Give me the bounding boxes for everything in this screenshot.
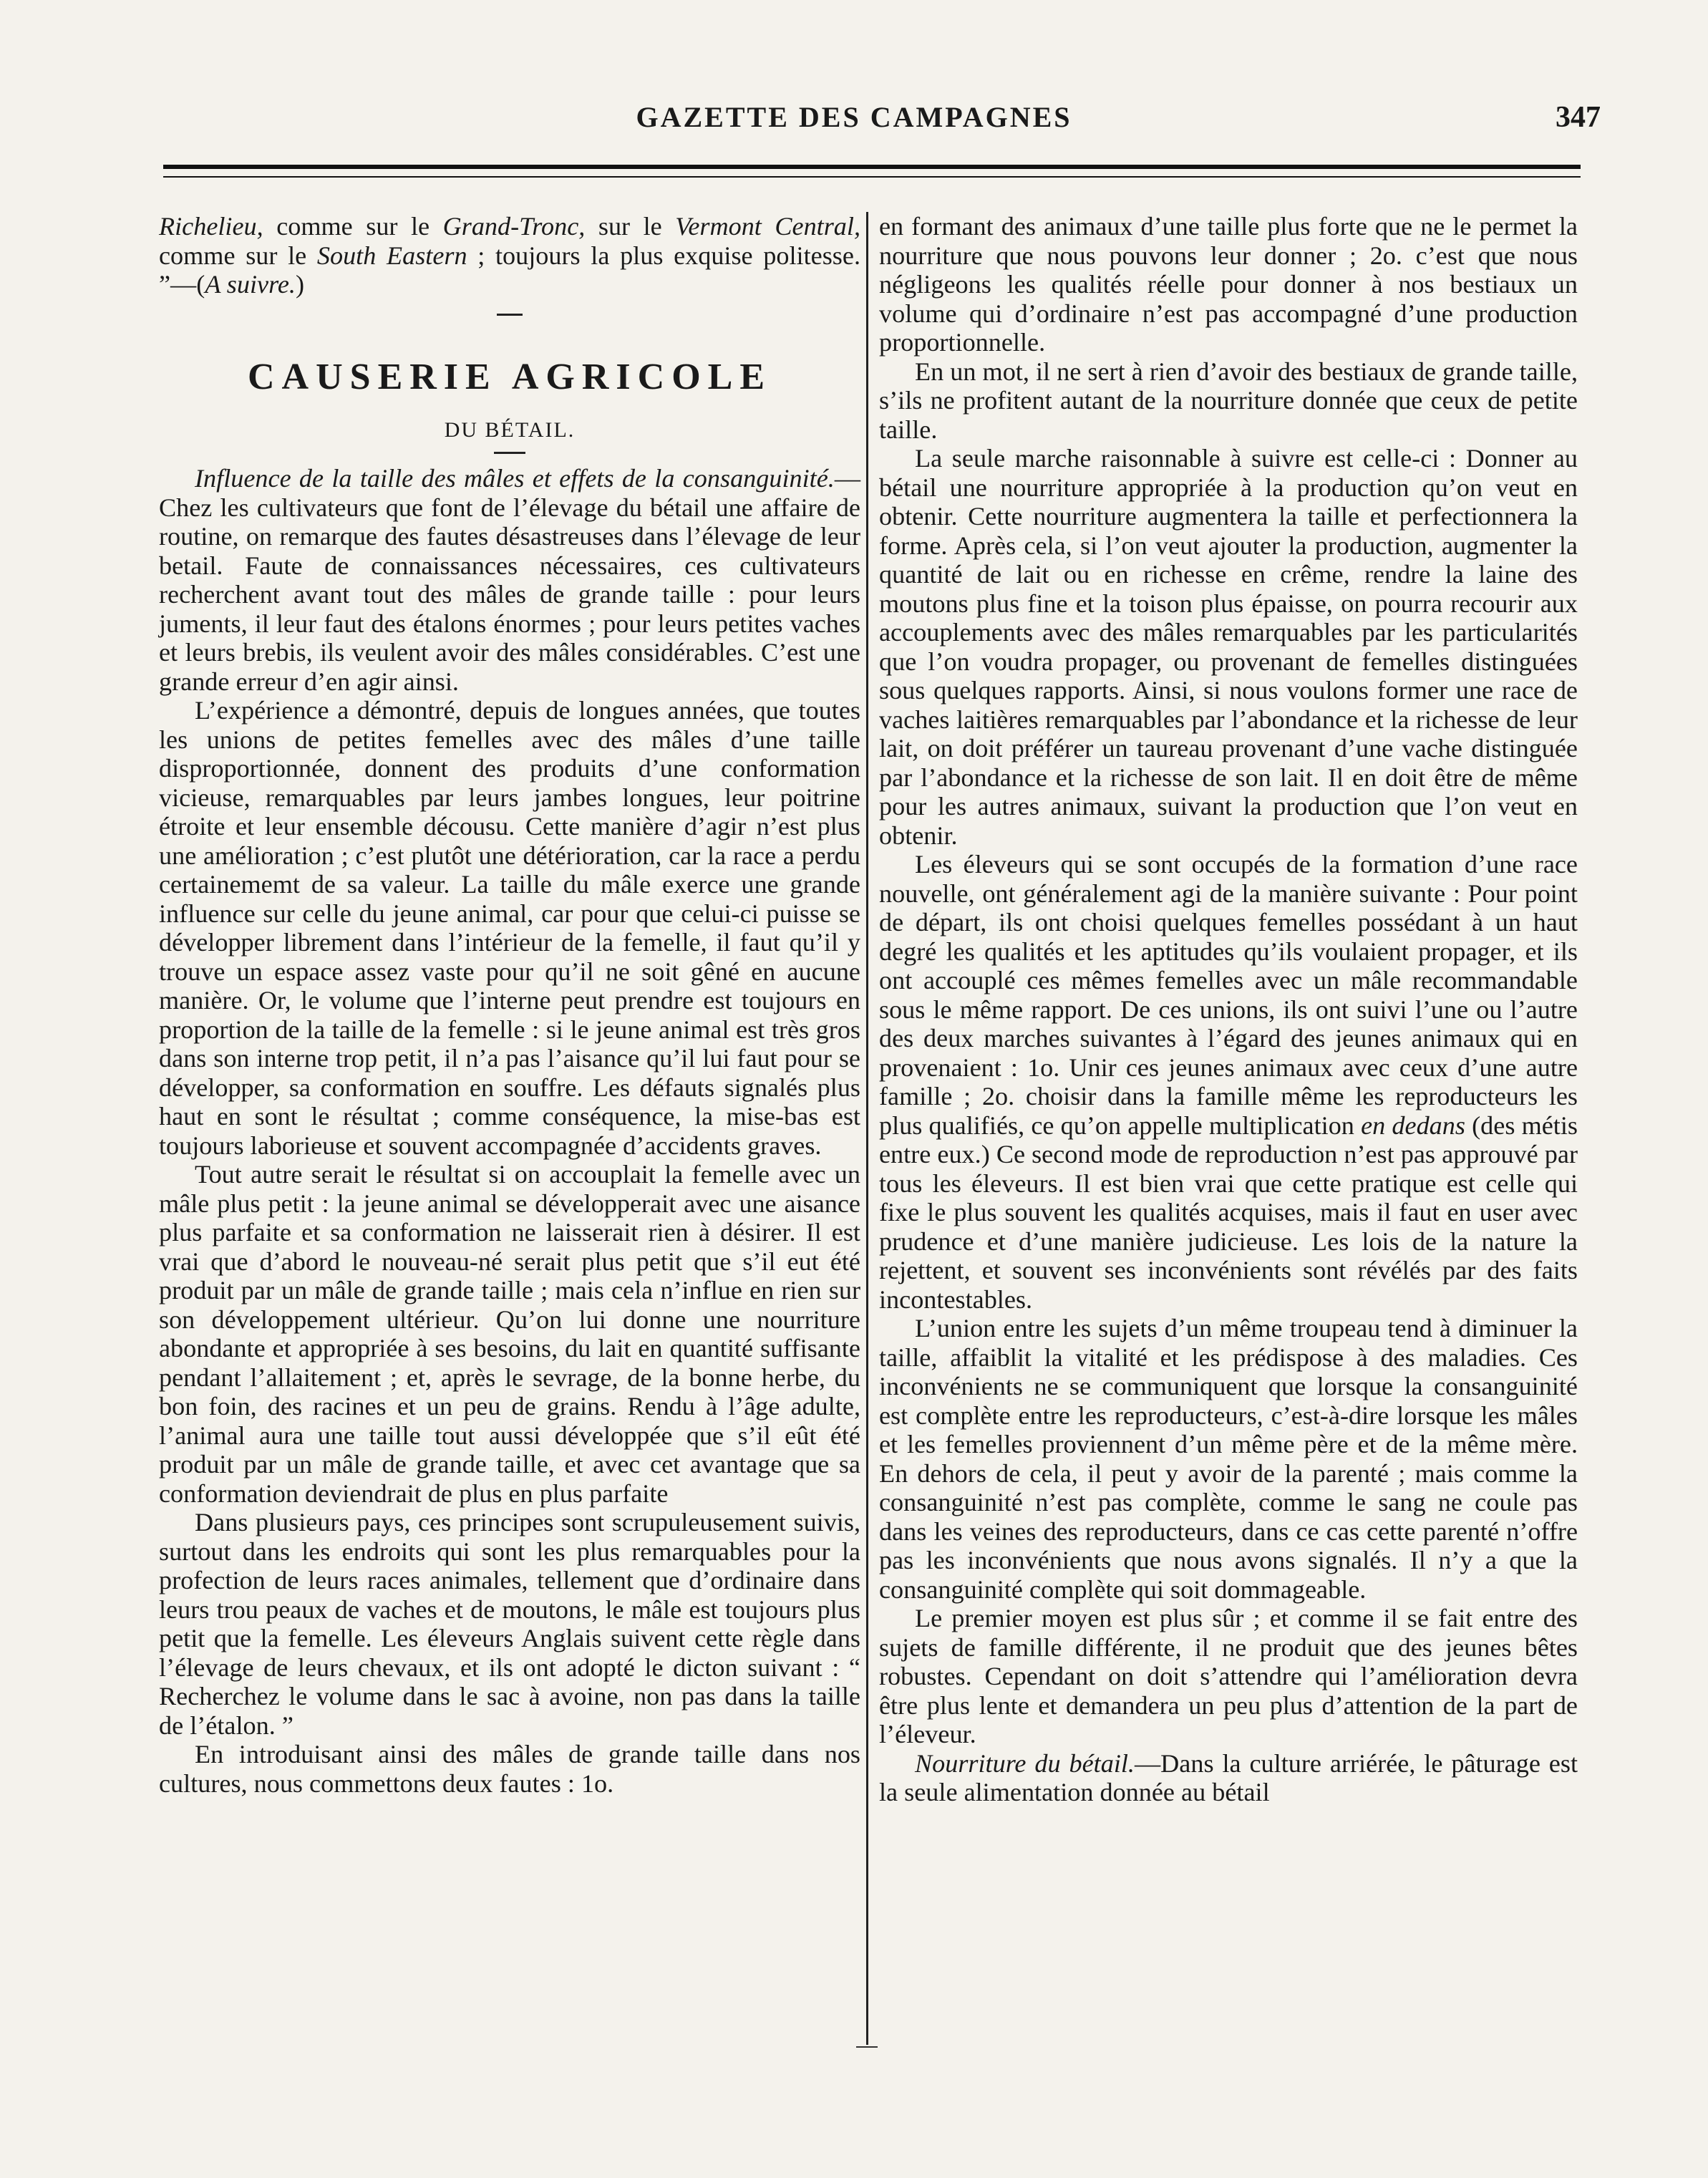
page-number: 347 — [1556, 101, 1601, 134]
italic-text: Richelieu, — [159, 212, 263, 241]
left-column — [159, 212, 860, 1798]
body-text: sur le — [585, 212, 676, 241]
paragraph — [879, 850, 1578, 1314]
body-text: comme sur le — [159, 241, 317, 270]
body-text: (des métis entre eux.) Ce second mode de reproduction n’est pas approuvé par tous les éleveurs. Il est bien vrai que cette pratique est celle qui fixe le plus souvent les qualités acquises, mais il faut en user avec prudence et d’une manière judicieuse. Les lois de la nature la rejettent, et souvent ses inconvénients sont révélés par des faits incontestables. — [879, 1110, 1578, 1314]
body-text: Les éleveurs qui se sont occupés de la formation d’une race nouvelle, ont généralement agi de la manière suivante : Pour point de départ, ils ont choisi quelques femelles possédant à un haut degré les qualités et les aptitudes qu’ils voulaient propager, et ils ont accouplé ces mêmes femelles avec un mâle recommandable sous le même rapport. De ces unions, ils ont suivi l’une ou l’autre des deux marches suivantes à l’égard des jeunes animaux qui en provenaient : 1o. Unir ces jeunes animaux avec ceux d’une autre famille ; 2o. choisir dans la famille même les reproducteurs les plus qualifiés, ce qu’on appelle multiplication — [879, 850, 1578, 1140]
running-title: GAZETTE DES CAMPAGNES — [636, 101, 1072, 133]
paragraph: Tout autre serait le résultat si on accouplait la femelle avec un mâle plus petit : la jeune animal se développerait avec une aisance plus parfaite et sa conformation ne laisserait rien à désirer. Il est vrai que d’abord le nouveau-né serait plus petit que s’il eut été produit par un mâle de grande taille ; mais cela n’influe en rien sur son développement ultérieur. Qu’on lui donne une nourriture abondante et appropriée à ses besoins, du lait en quantité suffisante pendant l’allaitement ; et, après le sevrage, de la bonne herbe, du bon foin, des racines et un peu de grains. Rendu à l’âge adulte, l’animal aura une taille tout aussi développée que s’il eût été produit par un mâle de grande taille, et avec cet avantage que sa conformation deviendrait de plus en plus parfaite — [159, 1160, 860, 1508]
italic-text: Vermont Central, — [675, 212, 861, 241]
paragraph: en formant des animaux d’une taille plus forte que ne le permet la nourriture que nous pouvons leur donner ; 2o. c’est que nous négligeons les qualités réelle pour donner à nos bestiaux un volume qui d’ordinaire n’est pas accompagné d’une production proportionnelle. — [879, 212, 1578, 357]
paragraph: En un mot, il ne sert à rien d’avoir des bestiaux de grande taille, s’ils ne profitent autant de la nourriture donnée que ceux de petite taille. — [879, 357, 1578, 444]
paragraph — [879, 1749, 1578, 1807]
italic-text: South Eastern — [316, 241, 467, 270]
italic-lead: Nourriture du bétail. — [915, 1748, 1135, 1778]
body-text: ; toujours la plus exquise politesse. ”—( — [159, 241, 860, 299]
page-header — [0, 100, 1708, 143]
separator-rule — [494, 452, 525, 454]
body-text: comme sur le — [263, 212, 443, 241]
separator-rule — [497, 314, 523, 316]
body-text: ) — [295, 270, 305, 299]
paragraph: Dans plusieurs pays, ces principes sont scrupuleusement suivis, surtout dans les endroits qui sont les plus remarquables pour la profection de leurs races animales, tellement que d’ordinaire dans leurs trou peaux de vaches et de moutons, le mâle est toujours plus petit que la femelle. Les éleveurs Anglais suivent cette règle dans l’élevage de leurs chevaux, et ils ont adopté le dicton suivant : “ Recherchez le volume dans le sac à avoine, non pas dans la taille de l’étalon. ” — [159, 1508, 860, 1740]
paragraph: L’union entre les sujets d’un même troupeau tend à diminuer la taille, affaiblit la vitalité et les prédispose à des maladies. Ces inconvénients ne se communiquent que lorsque la consanguinité est complète entre les reproducteurs, c’est-à-dire lorsque les mâles et les femelles proviennent d’un même père et de la même mère. En dehors de cela, il peut y avoir de la parenté ; mais comme la consanguinité n’est pas complète, comme le sang ne coule pas dans les veines des reproducteurs, dans ce cas cette parenté n’offre pas les inconvénients que nous avons signalés. Il n’y a que la consanguinité complète qui soit dommageable. — [879, 1314, 1578, 1604]
italic-lead: Influence de la taille des mâles et effets de la consanguinité. — [195, 464, 835, 493]
italic-text: A suivre. — [205, 270, 296, 299]
paragraph: La seule marche raisonnable à suivre est celle-ci : Donner au bétail une nourriture appropriée à la production qu’on veut en obtenir. Cette nourriture augmentera la taille et perfectionnera la forme. Après cela, si l’on veut ajouter la production, augmenter la quantité de lait ou en richesse en crême, rendre la laine des moutons plus fine et la toison plus épaisse, on pourra recourir aux accouplements avec des mâles remarquables par les particularités que l’on voudra propager, ou provenant de femelles distinguées sous quelques rapports. Ainsi, si nous voulons former une race de vaches laitières remarquables par l’abondance et la richesse de leur lait, on doit préférer un taureau provenant d’une vache distinguée par l’abondance et la richesse de son lait. Il en doit être de même pour les autres animaux, suivant la production que l’on veut en obtenir. — [879, 444, 1578, 850]
header-rule-thin — [163, 176, 1581, 178]
header-rule-thick — [163, 165, 1581, 169]
paragraph — [159, 464, 860, 696]
column-divider — [866, 212, 868, 2045]
paragraph: En introduisant ainsi des mâles de grande taille dans nos cultures, nous commettons deux fautes : 1o. — [159, 1740, 860, 1798]
body-text: —Dans la culture arriérée, le pâturage est la seule alimentation donnée au bétail — [879, 1748, 1578, 1806]
italic-text: en dedans — [1361, 1110, 1465, 1140]
paragraph: Le premier moyen est plus sûr ; et comme il se fait entre des sujets de famille différente, il ne produit que des jeunes bêtes robustes. Cependant on doit s’attendre qui l’amélioration devra être plus lente et demandera un peu plus d’attention de la part de l’éleveur. — [879, 1604, 1578, 1748]
section-title: CAUSERIE AGRICOLE — [247, 356, 772, 397]
continuation-paragraph — [159, 212, 860, 299]
footer-mark — [856, 2046, 878, 2048]
italic-text: Grand-Tronc, — [442, 212, 586, 241]
section-subtitle: DU BÉTAIL. — [444, 417, 576, 442]
body-text: —Chez les cultivateurs que font de l’élevage du bétail une affaire de routine, on remarque des fautes désastreuses dans l’élevage de leur betail. Faute de connaissances nécessaires, ces cultivateurs recherchent avant tout des mâles de grande taille : pour leurs juments, il leur faut des étalons énormes ; pour leurs petites vaches et leurs brebis, ils veulent avoir des mâles considérables. C’est une grande erreur d’en agir ainsi. — [159, 464, 860, 696]
paragraph: L’expérience a démontré, depuis de longues années, que toutes les unions de petites femelles avec des mâles d’une taille disproportionnée, donnent des produits d’une conformation vicieuse, remarquables par leurs jambes longues, leur poitrine étroite et leur ensemble décousu. Cette manière d’agir n’est plus une amélioration ; c’est plutôt une détérioration, car la race a perdu certainememt de sa valeur. La taille du mâle exerce une grande influence sur celle du jeune animal, car pour que celui-ci puisse se développer librement dans l’intérieur de la femelle, il faut qu’il y trouve un espace assez vaste pour qu’il ne soit gêné en aucune manière. Or, le volume que l’interne peut prendre est toujours en proportion de la taille de la femelle : si le jeune animal est très gros dans son interne trop petit, il n’a pas l’aisance qu’il lui faut pour se développer, sa conformation en souffre. Les défauts signalés plus haut en sont le résultat ; comme conséquence, la mise-bas est toujours laborieuse et souvent accompagnée d’accidents graves. — [159, 696, 860, 1160]
right-column — [879, 212, 1578, 1807]
